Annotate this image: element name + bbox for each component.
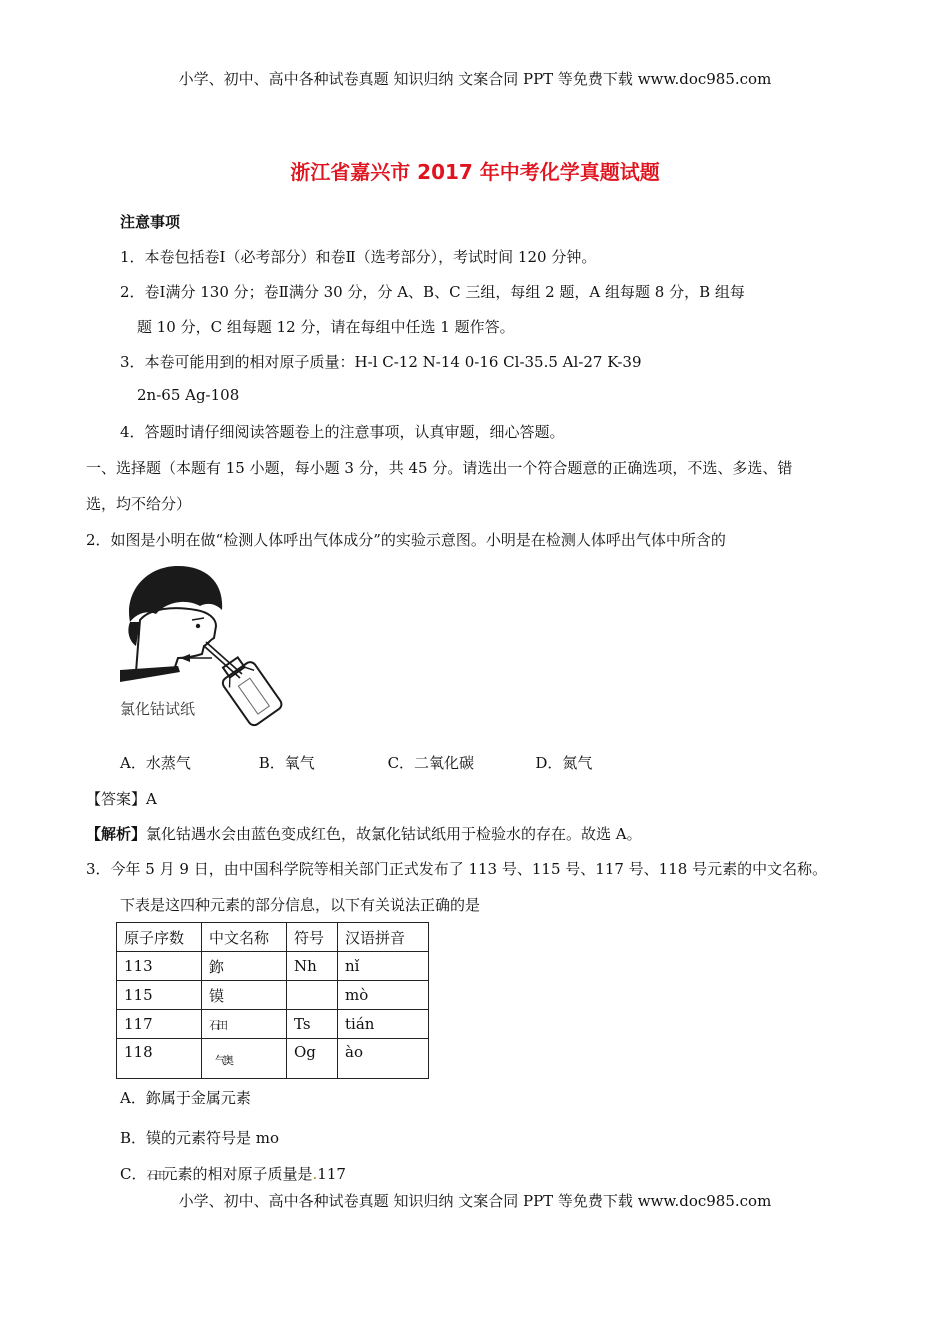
header-pinyin: 汉语拼音 <box>338 923 429 952</box>
q3-option-c <box>120 1163 346 1184</box>
cell: Ts <box>287 1010 338 1039</box>
q3-stem: 3．今年 5 月 9 日，由中国科学院等相关部门正式发布了 113 号、115 号、117 号、118 号元素的中文名称。 <box>86 860 828 878</box>
section1-line2: 选，均不给分） <box>86 495 192 513</box>
q2-figure <box>116 562 286 730</box>
cell: ào <box>338 1039 429 1079</box>
header-symbol: 符号 <box>287 923 338 952</box>
note-3a: 3．本卷可能用到的相对原子质量：H-l C-12 N-14 0-16 Cl-35.5 Al-27 K-39 <box>120 353 642 371</box>
q2-options <box>120 752 592 773</box>
q2-analysis <box>86 823 642 844</box>
breath-test-illustration <box>116 562 286 730</box>
ao-glyph: 气奥 <box>215 1053 231 1067</box>
cell: nǐ <box>338 952 429 981</box>
page-title: 浙江省嘉兴市 2017 年中考化学真题试题 <box>290 160 660 184</box>
option-c: C．二氧化碳 <box>387 754 475 772</box>
cell <box>202 1010 287 1039</box>
cell: Og <box>287 1039 338 1079</box>
page-header: 小学、初中、高中各种试卷真题 知识归纳 文案合同 PPT 等免费下载 www.doc985.com <box>178 70 772 88</box>
notes-heading: 注意事项 <box>120 213 181 231</box>
element-table <box>116 922 429 1079</box>
cell: 镆 <box>202 981 287 1010</box>
figure-label: 氯化钴试纸 <box>120 700 196 718</box>
table-row <box>117 981 429 1010</box>
tian-glyph-inline: 石田 <box>146 1169 163 1182</box>
tian-glyph: 石田 <box>209 1019 225 1032</box>
table-row <box>117 952 429 981</box>
page-footer: 小学、初中、高中各种试卷真题 知识归纳 文案合同 PPT 等免费下载 www.doc985.com <box>178 1192 772 1210</box>
cell <box>287 981 338 1010</box>
table-row <box>117 1039 429 1079</box>
q3-option-a: A．鉨属于金属元素 <box>120 1089 251 1107</box>
header-atomic-number: 原子序数 <box>117 923 202 952</box>
option-a: A．水蒸气 <box>120 754 191 772</box>
note-1: 1．本卷包括卷Ⅰ（必考部分）和卷Ⅱ（选考部分），考试时间 120 分钟。 <box>120 248 597 266</box>
q2-stem: 2．如图是小明在做“检测人体呼出气体成分”的实验示意图。小明是在检测人体呼出气体中所含的 <box>86 531 726 549</box>
table-row <box>117 1010 429 1039</box>
cell: Nh <box>287 952 338 981</box>
analysis-text: 氯化钴遇水会由蓝色变成红色，故氯化钴试纸用于检验水的存在。故选 A。 <box>146 825 642 843</box>
dot-mark: . <box>312 1165 318 1183</box>
analysis-tag: 【解析】 <box>86 825 147 843</box>
q2-answer: 【答案】A <box>86 790 157 808</box>
table-header-row <box>117 923 429 952</box>
option-c-text: 元素的相对原子质量是 <box>162 1165 313 1183</box>
q3-stem2: 下表是这四种元素的部分信息，以下有关说法正确的是 <box>120 896 481 914</box>
section1-line1: 一、选择题（本题有 15 小题，每小题 3 分，共 45 分。请选出一个符合题意的正确选项，不选、多选、错 <box>86 459 793 477</box>
cell: mò <box>338 981 429 1010</box>
note-4: 4．答题时请仔细阅读答题卷上的注意事项，认真审题，细心答题。 <box>120 423 565 441</box>
cell: 117 <box>117 1010 202 1039</box>
q3-option-b: B．镆的元素符号是 mo <box>120 1129 280 1147</box>
cell: 113 <box>117 952 202 981</box>
option-b: B．氧气 <box>258 754 315 772</box>
cell: 118 <box>117 1039 202 1079</box>
cell: tián <box>338 1010 429 1039</box>
note-3b: 2n-65 Ag-108 <box>137 386 240 404</box>
note-2a: 2．卷Ⅰ满分 130 分；卷Ⅱ满分 30 分，分 A、B、C 三组，每组 2 题，A 组每题 8 分，B 组每 <box>120 283 745 301</box>
option-d: D．氮气 <box>535 754 593 772</box>
cell <box>202 1039 287 1079</box>
cell: 115 <box>117 981 202 1010</box>
header-chinese-name: 中文名称 <box>202 923 287 952</box>
option-c-prefix: C． <box>120 1165 147 1183</box>
option-c-value: 117 <box>317 1165 346 1183</box>
note-2b: 题 10 分，C 组每题 12 分，请在每组中任选 1 题作答。 <box>137 318 515 336</box>
cell: 鉨 <box>202 952 287 981</box>
